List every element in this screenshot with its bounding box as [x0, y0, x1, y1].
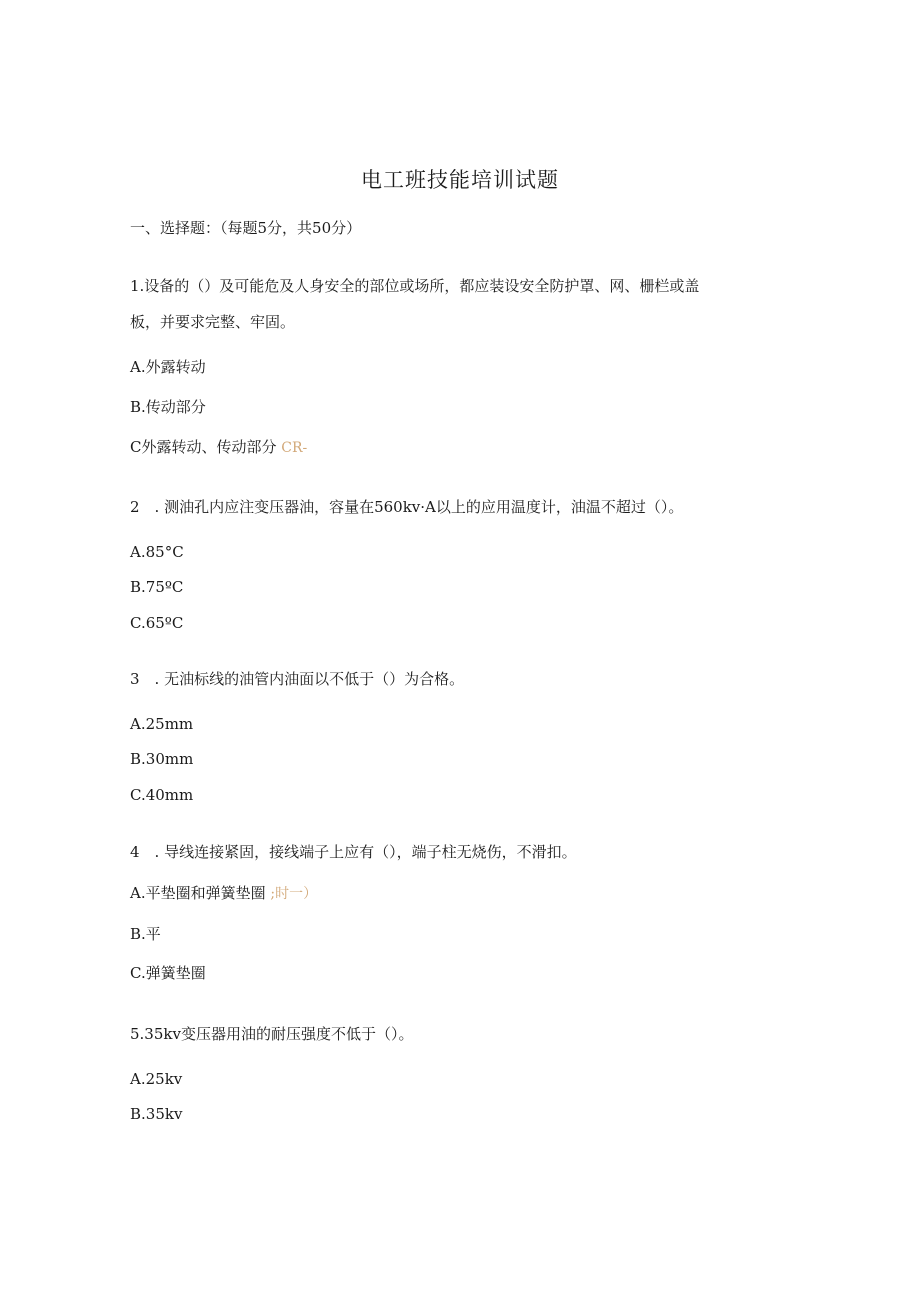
question-3-stem: 3 . 无油标线的油管内油面以不低于（）为合格。	[130, 670, 465, 688]
question-2-option-b: B.75ºC	[130, 578, 184, 596]
question-2-stem: 2 . 测油孔内应注变压器油，容量在560kv·A以上的应用温度计，油温不超过（）。	[130, 498, 684, 516]
question-4-option-c: C.弹簧垫圈	[130, 964, 206, 982]
question-4-option-a	[130, 883, 317, 904]
question-2-option-a: A.85°C	[130, 543, 184, 561]
question-5-option-a: A.25kv	[130, 1070, 183, 1088]
question-5-stem: 5.35kv变压器用油的耐压强度不低于（）。	[130, 1025, 414, 1043]
section-heading: 一、选择题：（每题5分，共50分）	[130, 219, 362, 237]
question-4-stem: 4 . 导线连接紧固，接线端子上应有（），端子柱无烧伤，不滑扣。	[130, 843, 577, 861]
page-title: 电工班技能培训试题	[361, 168, 559, 192]
question-1-option-b: B.传动部分	[130, 398, 206, 416]
question-1-option-a: A.外露转动	[130, 358, 206, 376]
question-4-option-b: B.平	[130, 925, 161, 943]
question-1-stem-line-2: 板，并要求完整、牢固。	[130, 313, 296, 331]
question-4-option-a-text: A.平垫圈和弹簧垫圈	[130, 884, 266, 902]
question-3-option-b: B.30mm	[130, 750, 194, 768]
question-1-stem-line-1: 1.设备的（）及可能危及人身安全的部位或场所，都应装设安全防护罩、网、栅栏或盖	[130, 277, 700, 295]
question-3-option-a: A.25mm	[130, 715, 194, 733]
question-1-option-c-text: C外露转动、传动部分	[130, 438, 277, 456]
question-2-option-c: C.65ºC	[130, 614, 184, 632]
question-1-option-c	[130, 437, 307, 458]
question-5-option-b: B.35kv	[130, 1105, 183, 1123]
question-4-annotation: ;时一）	[270, 886, 318, 902]
question-1-annotation: CR-	[281, 440, 308, 456]
question-3-option-c: C.40mm	[130, 786, 194, 804]
